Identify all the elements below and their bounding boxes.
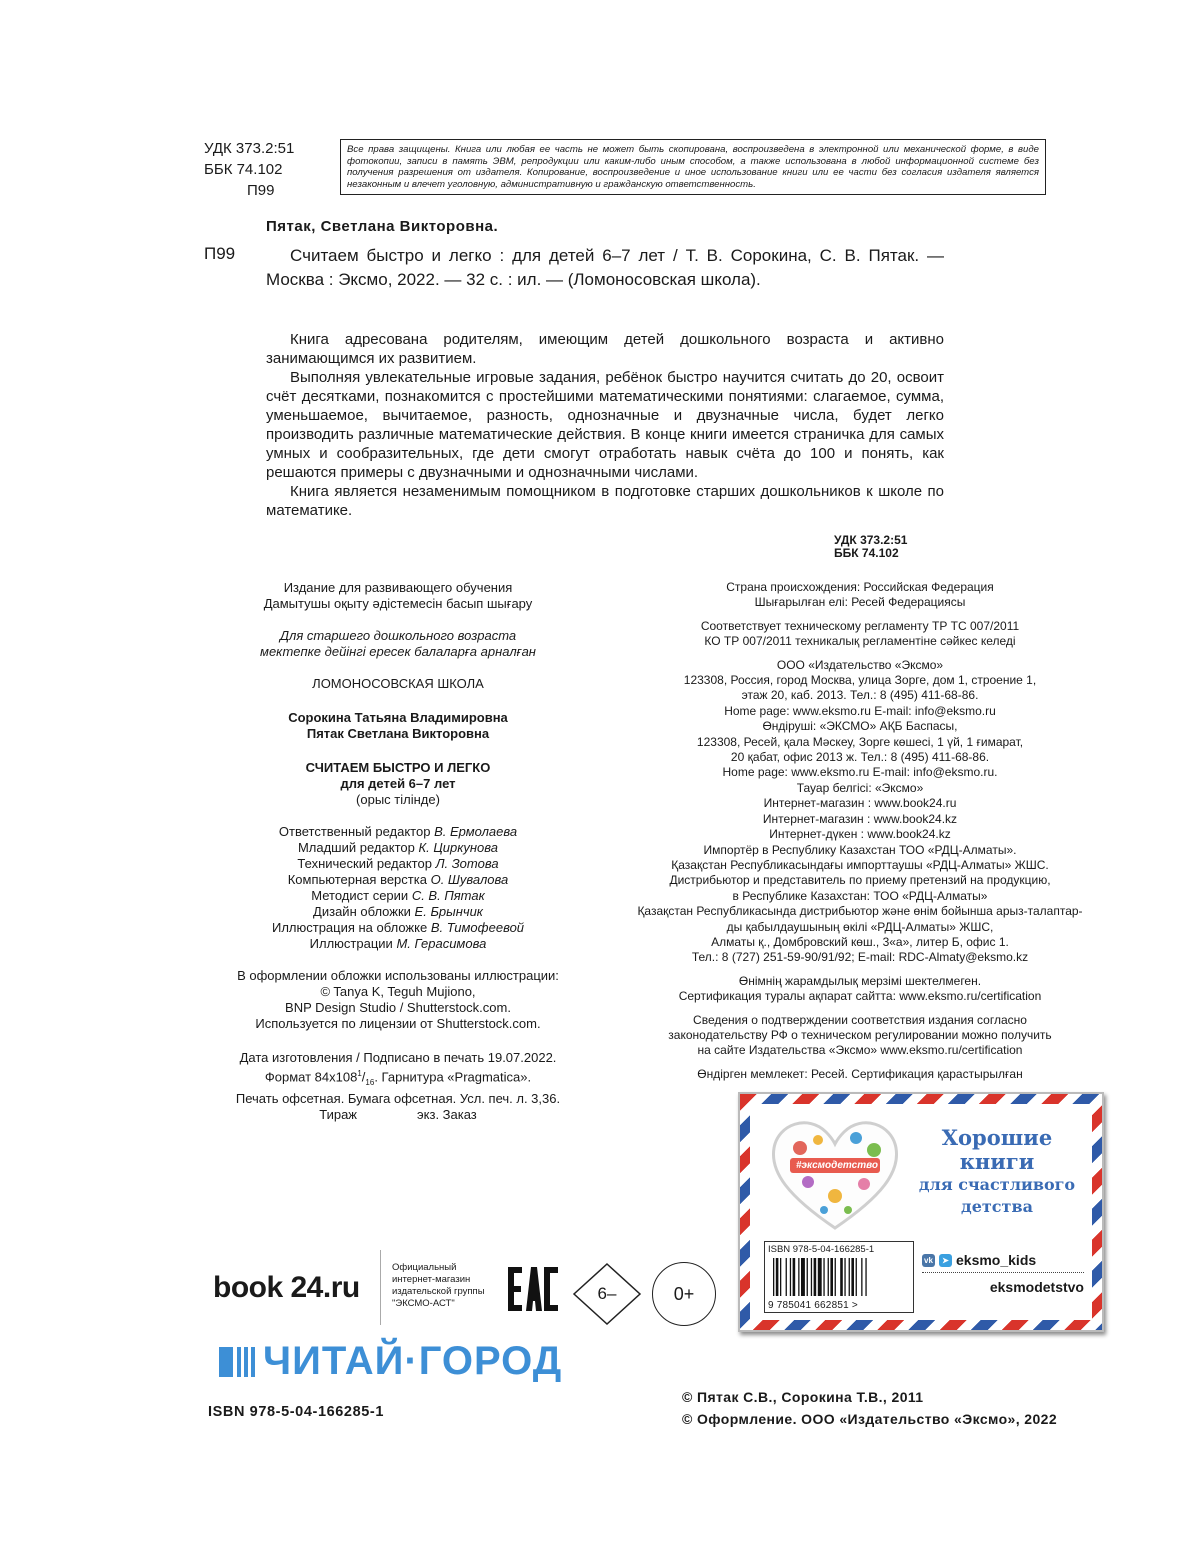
age-badge-6 [572,1262,642,1331]
barcode-box [764,1241,914,1313]
bbk-line: ББК 74.102 [204,161,283,178]
annotation-paragraph: Книга является незаменимым помощником в подготовке старших дошкольников к школе по математике. [266,483,944,519]
publisher-line: этаж 20, каб. 2013. Тел.: 8 (495) 411-68-86. [741,688,979,703]
origin-line: Страна происхождения: Российская Федерация [726,580,994,594]
social-row [922,1252,1084,1268]
credit-line: Компьютерная верстка О. Шувалова [287,872,509,887]
barcode-icon [773,1258,905,1296]
series-name: ЛОМОНОСОВСКАЯ ШКОЛА [312,676,484,691]
print-run: Тираж экз. Заказ [319,1106,477,1122]
print-paper: Печать офсетная. Бумага офсетная. Усл. печ. л. 3,36. [235,1090,561,1106]
chitai-gorod-icon [219,1345,261,1379]
publisher-info [604,658,1116,966]
credit-line: Методист серии С. В. Пятак [311,888,485,903]
print-info [190,1050,606,1123]
official-line: издательской группы [392,1286,485,1297]
book24-logo: book 24.ru [213,1271,360,1304]
publisher-line: Home page: www.eksmo.ru E-mail: info@eksmo.ru [724,703,996,718]
cover-credit-line: BNP Design Studio / Shutterstock.com. [285,1000,511,1015]
publisher-line: 123308, Россия, город Москва, улица Зорге, дом 1, строение 1, [683,673,1037,688]
chitai-gorod-logo [219,1339,562,1384]
bbk-line: ББК 74.102 [834,546,899,560]
dotted-divider [922,1272,1084,1273]
credit-line: Иллюстрации М. Герасимова [309,936,487,951]
bib-author: Пятак, Светлана Викторовна. [266,218,499,235]
credit-line: Иллюстрация на обложке В. Тимофеевой [271,920,525,935]
vk-icon: vk [922,1254,935,1267]
cover-credit-line: Используется по лицензии от Shutterstock.com. [255,1016,541,1031]
print-date: Дата изготовления / Подписано в печать 19.07.2022. [239,1050,557,1065]
publisher-line: ООО «Издательство «Эксмо» [776,657,944,672]
audience-line: Для старшего дошкольного возраста [279,628,517,643]
card-slogan [904,1126,1090,1218]
publisher-line: Тауар белгісі: «Эксмо» [796,780,924,795]
chitai-gorod-text: ЧИТАЙ·ГОРОД [263,1339,563,1383]
cover-credit-line: В оформлении обложки использованы иллюстрации: [237,968,559,983]
eac-mark [506,1265,560,1318]
origin-line: Шығарылған елі: Ресей Федерациясы [754,595,966,610]
shelf-life-line: Өнімнің жарамдылық мерзімі шектелмеген. [738,973,982,988]
publisher-line: Home page: www.eksmo.ru E-mail: info@eksmo.ru. [722,765,998,780]
print-format: Формат $84х108^1/_{16}$. Гарнитура «Pragmatica». [264,1069,532,1087]
publisher-line: Интернет-магазин : www.book24.ru [763,796,957,811]
age-6-label: 6– [597,1284,617,1303]
publisher-line: Интернет-магазин : www.book24.kz [762,811,958,826]
official-line: Официальный [392,1262,457,1273]
official-line: "ЭКСМО-АСТ" [392,1298,455,1309]
udk-line: УДК 373.2:51 [204,140,295,157]
annotation [266,330,944,520]
udk-right [834,534,907,560]
social-links [922,1252,1084,1295]
official-store-note [392,1262,485,1310]
author-name: Сорокина Татьяна Владимировна [288,710,508,725]
publisher-line: 20 қабат, офис 2013 ж. Тел.: 8 (495) 411-68-86. [730,750,990,765]
official-line: интернет-магазин [392,1274,471,1285]
publisher-line: Қазақстан Республикасындағы импорттаушы «РДЦ-Алматы» ЖШС. [671,857,1049,872]
country-line: Өндірген мемлекет: Ресей. Сертификация қарастырылған [697,1066,1023,1081]
credit-line: Ответственный редактор В. Ермолаева [278,824,518,839]
publisher-line: Дистрибьютор и представитель по приему претензий на продукцию, [669,873,1051,888]
right-column [604,580,1116,1088]
hashtag-label: #эксмодетство [795,1160,879,1171]
cover-credit-line: © Tanya K, Teguh Mujiono, [320,984,476,999]
left-column [190,580,606,1133]
barcode-digits: 9 785041 662851 > [768,1300,858,1311]
publisher-line: Өндіруші: «ЭКСМО» АҚБ Баспасы, [762,719,958,734]
publisher-line: в Республике Казахстан: ТОО «РДЦ-Алматы» [732,888,988,903]
book-language: (орыс тілінде) [356,792,440,807]
cover-credits [190,968,606,1032]
author-mark: П99 [247,182,275,199]
credit-line: Технический редактор Л. Зотова [297,856,499,871]
edition-line: Дамытушы оқыту әдістемесін басып шығару [263,596,533,611]
slogan-line: для счастливого [918,1175,1076,1194]
annotation-paragraph: Выполняя увлекательные игровые задания, ребёнок быстро научится считать до 20, освоит счёт десятками, познакомится с простейшими математическими понятиями: слагаемое, сумма, уменьшаемое, вычитаемое, разность, однозначные и двузначные числа, будет легко производить различные математические действия. В конце книги имеется страничка для самых умных и сообразительных, где дети смогут отработать навык счёта до 100 и понять, как решаются примеры с двузначными и однозначными числами. [266,369,944,481]
eac-icon [506,1265,560,1313]
udk-line: УДК 373.2:51 [834,533,908,547]
regulation-line: КО ТР 007/2011 техникалық регламентіне сәйкес келеді [704,634,1016,649]
udk-header [204,138,294,201]
author-name: Пятак Светлана Викторовна [306,726,490,741]
book-subtitle: для детей 6–7 лет [340,776,456,791]
publisher-line: ды қабылдаушының өкілі «РДЦ-Алматы» ЖШС, [726,919,994,934]
credit-line: Младший редактор К. Циркунова [297,840,499,855]
certification-line: законодательству РФ о техническом регулировании можно получить [668,1027,1052,1042]
copyright-line: © Оформление. ООО «Издательство «Эксмо», 2022 [682,1411,1058,1427]
slogan-line: Хорошие [941,1125,1053,1150]
rights-notice: Все права защищены. Книга или любая ее часть не может быть скопирована, воспроизведена в электронной или механической форме, в виде фотокопии, записи в память ЭВМ, репродукции или каким-либо иным способом, а также использована в любой информационной системе без получения разрешения от издателя. Копирование, воспроизведение и иное использование книги или ее части без согласия издателя является незаконным и влечет уголовную, административную и гражданскую ответственность. [340,139,1046,195]
annotation-paragraph: Книга адресована родителям, имеющим детей дошкольного возраста и активно занимающимся их развитием. [266,331,944,367]
promo-card [738,1092,1104,1332]
social-handle: eksmo_kids [956,1252,1037,1268]
regulation-line: Соответствует техническому регламенту ТР ТС 007/2011 [700,618,1020,633]
audience-line: мектепке дейінгі ересек балаларға арналған [260,644,536,659]
credit-line: Дизайн обложки Е. Брынчик [313,904,483,919]
site-handle: eksmodetstvo [989,1279,1084,1295]
publisher-line: 123308, Ресей, қала Мәскеу, Зорге көшесі, 1 үй, 1 ғимарат, [696,734,1024,749]
barcode-isbn-label: ISBN 978-5-04-166285-1 [768,1244,875,1255]
publisher-line: Интернет-дүкен : www.book24.kz [769,827,951,842]
publisher-line: Алматы қ., Домбровский көш., 3«а», литер Б, офис 1. [711,934,1009,949]
slogan-line: детства [961,1197,1033,1216]
copyright-line: © Пятак С.В., Сорокина Т.В., 2011 [682,1389,924,1405]
publisher-line: Қазақстан Республикасында дистрибьютор және өнім бойынша арыз-талаптар- [637,904,1083,919]
heart-illustration [768,1112,902,1232]
credits-list [190,824,606,952]
bib-code: П99 [204,244,236,263]
book-title: СЧИТАЕМ БЫСТРО И ЛЕГКО [305,760,491,775]
edition-line: Издание для развивающего обучения [283,580,513,595]
certification-line: на сайте Издательства «Эксмо» www.eksmo.ru/certification [697,1043,1023,1058]
telegram-icon: ➤ [939,1254,952,1267]
age-badge-0 [652,1262,716,1326]
age-0-label: 0+ [673,1283,695,1304]
shelf-life-line: Сертификация туралы ақпарат сайтта: www.eksmo.ru/certification [678,989,1042,1004]
promo-card-inner [750,1104,1092,1320]
publisher-line: Импортёр в Республику Казахстан ТОО «РДЦ-Алматы». [703,842,1017,857]
logo-divider [380,1250,381,1325]
copyright-block [682,1386,1057,1430]
bib-entry: Считаем быстро и легко : для детей 6–7 лет / Т. В. Сорокина, С. В. Пятак. — Москва : Эксмо, 2022. — 32 с. : ил. — (Ломоносовская школа). [266,246,944,289]
slogan-line: книги [959,1149,1035,1174]
certification-line: Сведения о подтверждении соответствия издания согласно [693,1012,1027,1027]
publisher-line: Тел.: 8 (727) 251-59-90/91/92; E-mail: RDC-Almaty@eksmo.kz [691,950,1029,965]
isbn-bottom: ISBN 978-5-04-166285-1 [208,1404,385,1420]
